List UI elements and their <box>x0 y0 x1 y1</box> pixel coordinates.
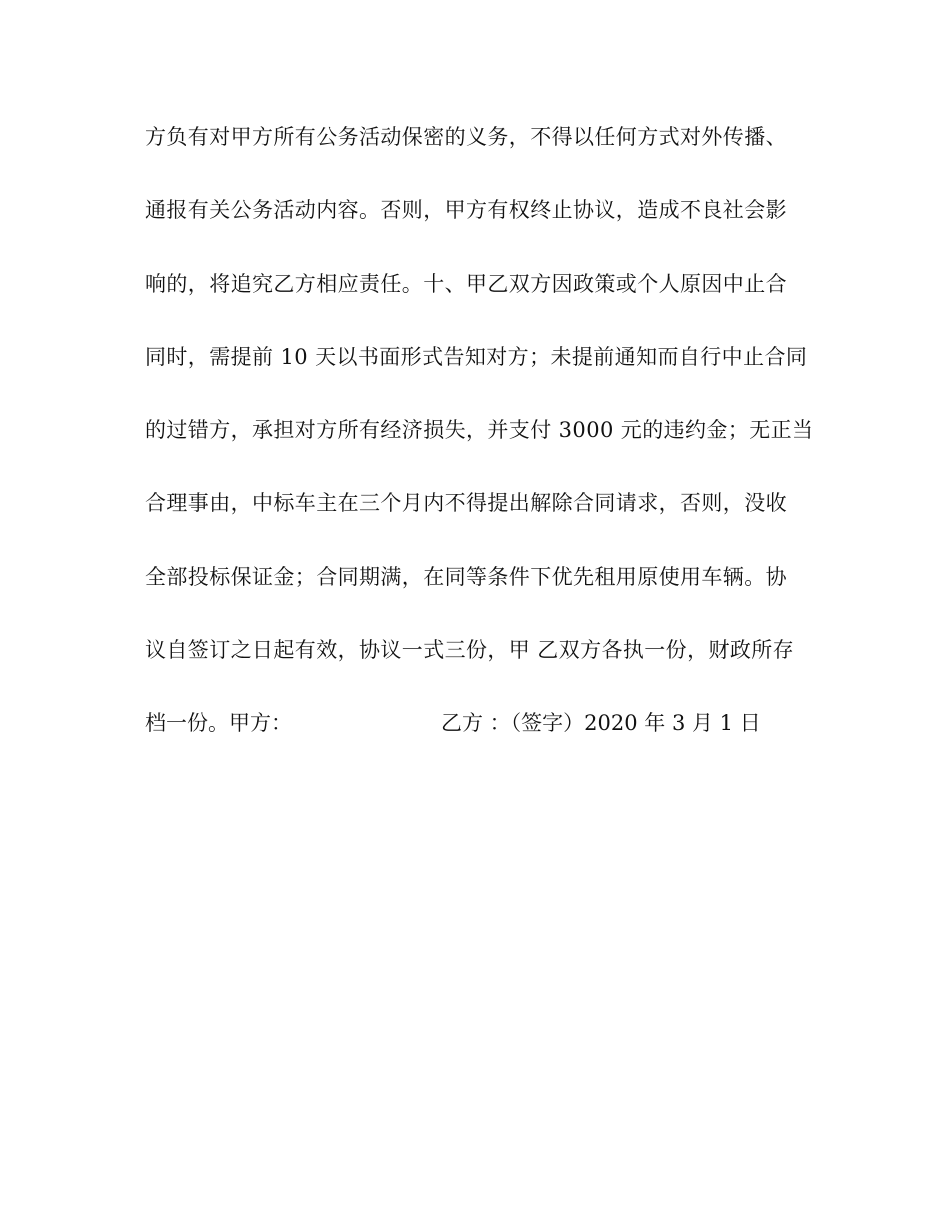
text-line: 的过错方，承担对方所有经济损失，并支付 3000 元的违约金；无正当 <box>145 418 814 443</box>
text-line: 全部投标保证金；合同期满，在同等条件下优先租用原使用车辆。协 <box>145 564 787 589</box>
text-line: 方负有对甲方所有公务活动保密的义务，不得以任何方式对外传播、 <box>145 125 787 149</box>
text-line: 同时，需提前 10 天以书面形式告知对方；未提前通知而自行中止合同 <box>145 344 808 369</box>
text-line: 议自签订之日起有效，协议一式三份，甲 乙双方各执一份，财政所存 <box>145 638 795 663</box>
contract-body <box>145 122 815 738</box>
text-line: 响的，将追究乙方相应责任。十、甲乙双方因政策或个人原因中止合 <box>145 271 787 296</box>
signature-line <box>145 708 815 738</box>
party-a-signature: 档一份。甲方： <box>145 711 292 736</box>
text-line: 通报有关公务活动内容。否则，甲方有权终止协议，造成不良社会影 <box>145 198 787 223</box>
party-b-signature: 乙方 ：（签字）2020 年 3 月 1 日 <box>441 711 761 736</box>
text-line: 合理事由，中标车主在三个月内不得提出解除合同请求，否则，没收 <box>145 491 787 516</box>
